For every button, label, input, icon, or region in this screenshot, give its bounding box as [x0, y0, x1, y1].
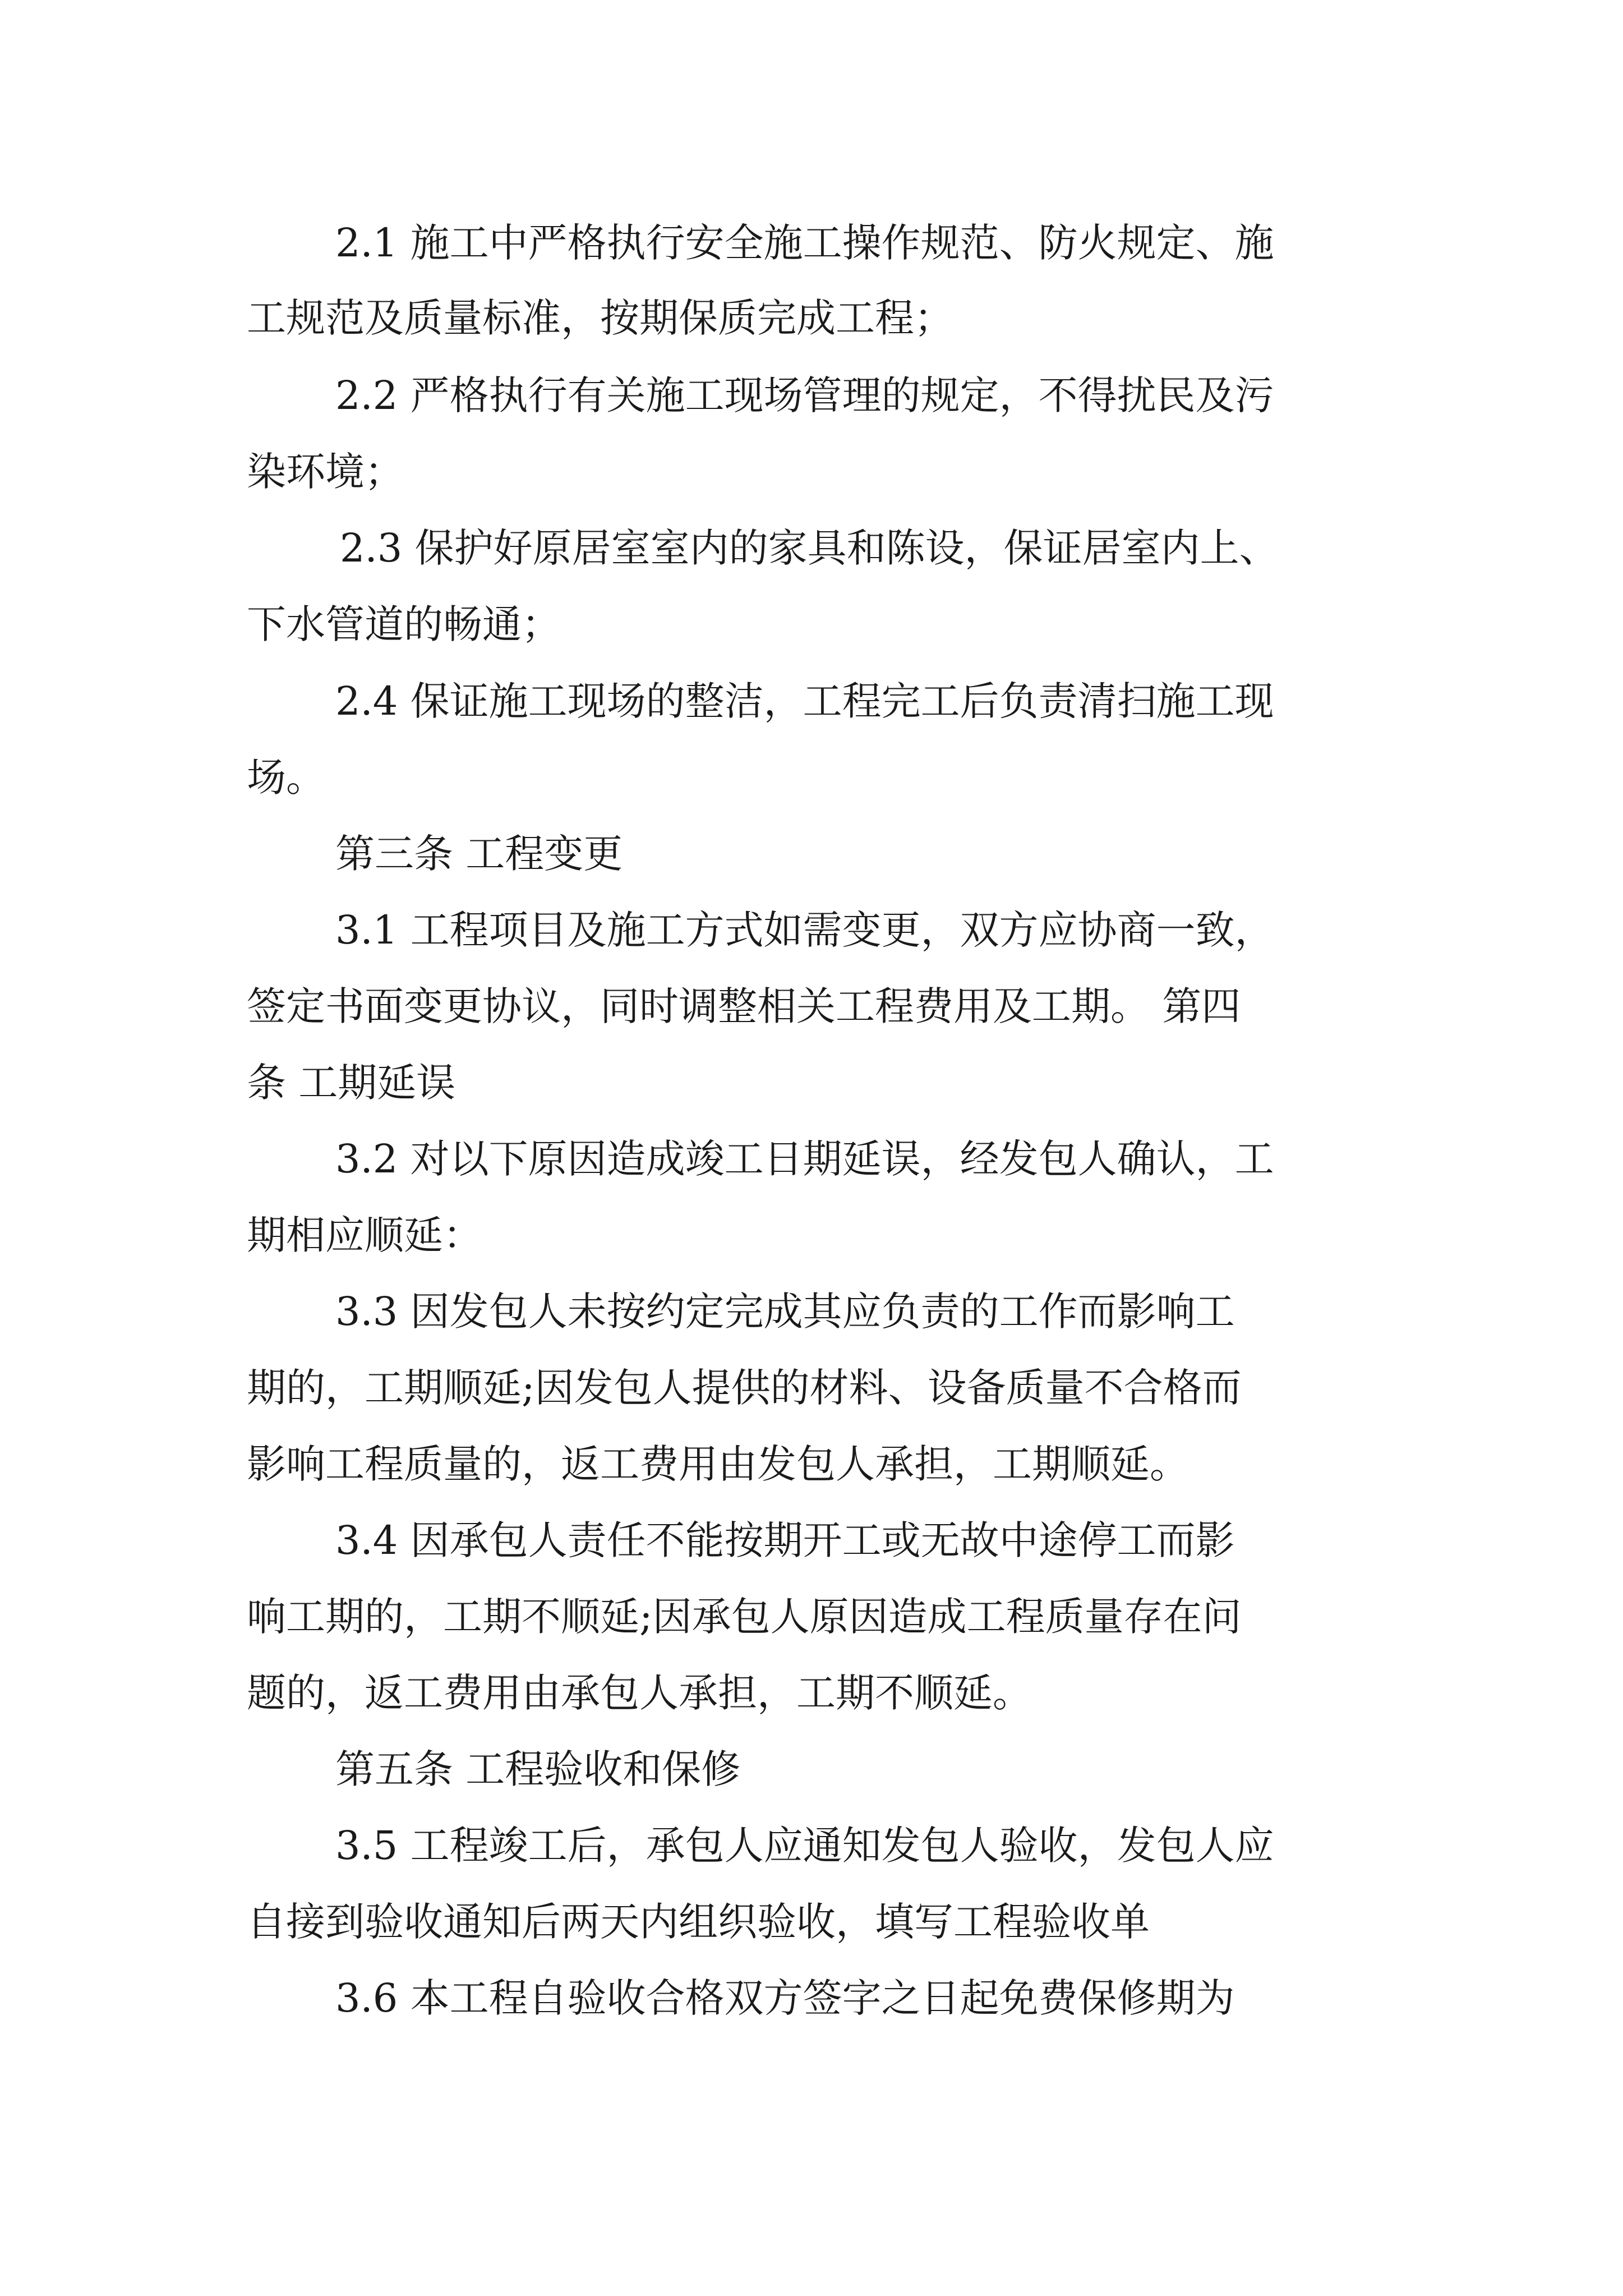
paragraph-3-3-line-3: 影响工程质量的，返工费用由发包人承担，工期顺延。 [247, 1441, 1189, 1487]
paragraph-2-4-line-2: 场。 [247, 754, 325, 800]
paragraph-3-4-line-2: 响工期的，工期不顺延;因承包人原因造成工程质量存在问 [247, 1594, 1242, 1640]
paragraph-3-4-line-3: 题的，返工费用由承包人承担，工期不顺延。 [247, 1670, 1032, 1716]
paragraph-2-1-line-1: 2.1 施工中严格执行安全施工操作规范、防火规定、施 [335, 220, 1274, 266]
paragraph-3-1-line-1: 3.1 工程项目及施工方式如需变更，双方应协商一致， [335, 907, 1274, 953]
paragraph-2-3-line-2: 下水管道的畅通； [247, 601, 561, 647]
paragraph-3-1-line-2: 签定书面变更协议，同时调整相关工程费用及工期。 第四 [247, 983, 1241, 1029]
paragraph-3-6-line-1: 3.6 本工程自验收合格双方签字之日起免费保修期为 [335, 1975, 1235, 2021]
paragraph-3-5-line-2: 自接到验收通知后两天内组织验收，填写工程验收单 [247, 1899, 1150, 1945]
article-3-heading: 第三条 工程变更 [335, 831, 623, 877]
paragraph-2-1-line-2: 工规范及质量标准，按期保质完成工程； [247, 295, 953, 341]
paragraph-3-3-line-1: 3.3 因发包人未按约定完成其应负责的工作而影响工 [335, 1289, 1235, 1335]
article-5-heading: 第五条 工程验收和保修 [335, 1746, 741, 1792]
paragraph-3-4-line-1: 3.4 因承包人责任不能按期开工或无故中途停工而影 [335, 1517, 1235, 1563]
paragraph-3-2-line-2: 期相应顺延： [247, 1212, 482, 1258]
paragraph-3-1-line-3: 条 工期延误 [247, 1060, 456, 1106]
paragraph-3-2-line-1: 3.2 对以下原因造成竣工日期延误，经发包人确认，工 [335, 1136, 1274, 1182]
paragraph-2-2-line-2: 染环境； [247, 449, 404, 495]
paragraph-3-3-line-2: 期的，工期顺延;因发包人提供的材料、设备质量不合格而 [247, 1365, 1242, 1411]
paragraph-2-4-line-1: 2.4 保证施工现场的整洁，工程完工后负责清扫施工现 [335, 678, 1274, 724]
paragraph-3-5-line-1: 3.5 工程竣工后，承包人应通知发包人验收，发包人应 [335, 1823, 1274, 1869]
paragraph-2-3-line-1: 2.3 保护好原居室室内的家具和陈设，保证居室内上、 [340, 525, 1279, 571]
paragraph-2-2-line-1: 2.2 严格执行有关施工现场管理的规定，不得扰民及污 [335, 372, 1274, 418]
